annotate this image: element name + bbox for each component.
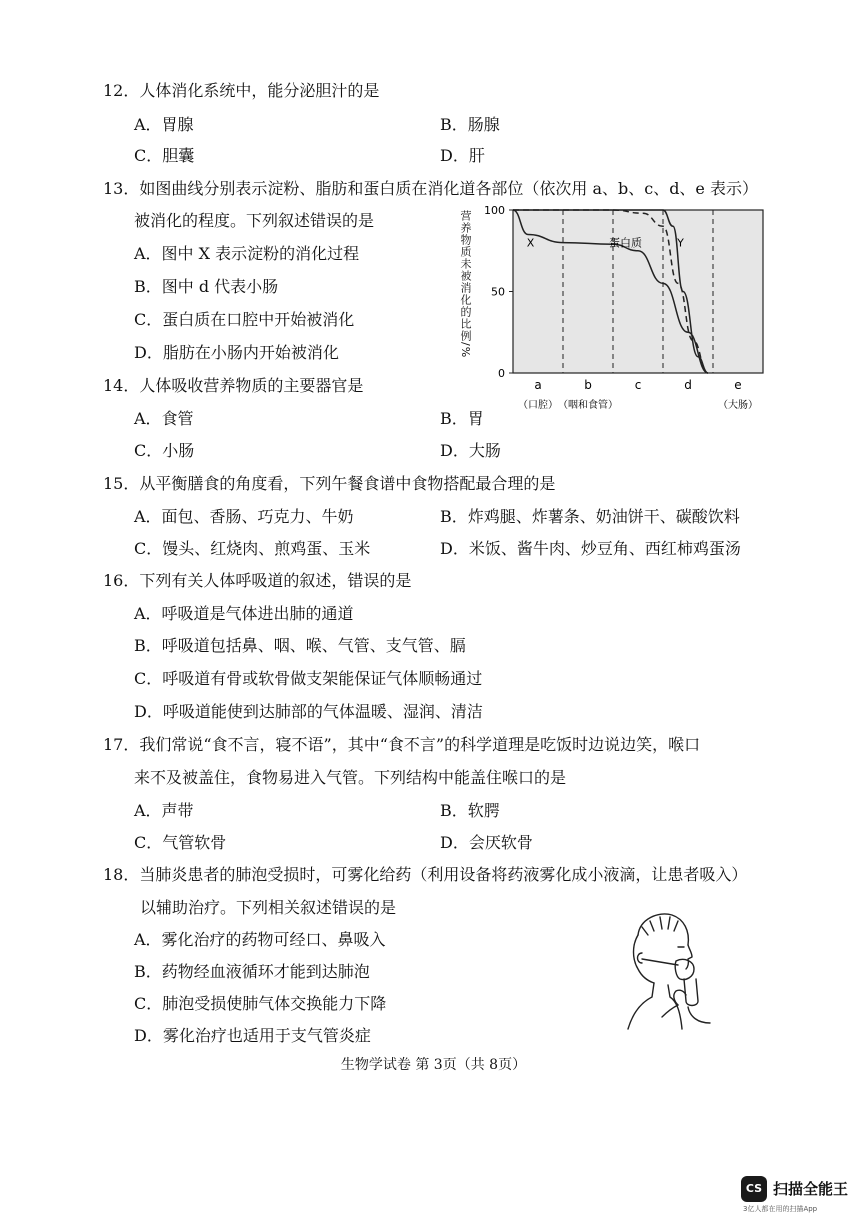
q13-option-b: B．图中 d 代表小肠 [134, 277, 279, 296]
q17-option-c: C．气管软骨 [134, 833, 227, 852]
y-tick-label: 0 [498, 367, 505, 380]
x-region-note: （咽和食管） [558, 400, 618, 411]
y-tick-label: 50 [491, 285, 505, 299]
y-tick-label: 100 [484, 204, 505, 217]
x-region-label: c [634, 378, 642, 392]
x-region-note: （大肠） [718, 400, 758, 411]
q13-stem-2: 被消化的程度。下列叙述错误的是 [134, 211, 375, 230]
q15-option-d: D．米饭、酱牛肉、炒豆角、西红柿鸡蛋汤 [440, 539, 741, 558]
x-region-label: a [534, 378, 542, 392]
x-region-label: d [684, 378, 692, 392]
q15-option-a: A．面包、香肠、巧克力、牛奶 [134, 507, 354, 526]
digestion-chart [455, 200, 775, 420]
q18-stem-1: 18．当肺炎患者的肺泡受损时，可雾化给药（利用设备将药液雾化成小液滴，让患者吸入） [103, 865, 748, 884]
q12-option-d: D．肝 [440, 146, 485, 165]
q16-option-c: C．呼吸道有骨或软骨做支架能保证气体顺畅通过 [134, 669, 483, 688]
q14-option-d: D．大肠 [440, 441, 501, 460]
q12-option-b: B．肠腺 [440, 115, 500, 134]
nebulizer-patient-illustration [598, 905, 728, 1035]
q18-option-a: A．雾化治疗的药物可经口、鼻吸入 [134, 930, 386, 949]
q15-stem: 15．从平衡膳食的角度看，下列午餐食谱中食物搭配最合理的是 [103, 474, 556, 493]
q18-option-d: D．雾化治疗也适用于支气管炎症 [134, 1026, 371, 1045]
q13-option-c: C．蛋白质在口腔中开始被消化 [134, 310, 355, 329]
chart-svg [455, 200, 775, 420]
q12-option-c: C．胆囊 [134, 146, 195, 165]
q13-option-d: D．脂肪在小肠内开始被消化 [134, 343, 339, 362]
scanner-brand: 扫描全能王 [773, 1180, 849, 1198]
plot-area [513, 210, 763, 373]
scanner-tagline: 3亿人都在用的扫描App [743, 1205, 818, 1213]
x-region-note: （口腔） [518, 400, 558, 411]
q14-option-c: C．小肠 [134, 441, 195, 460]
scanner-watermark [741, 1176, 851, 1216]
q13-stem-1: 13．如图曲线分别表示淀粉、脂肪和蛋白质在消化道各部位（依次用 a、b、c、d、e 表示） [103, 179, 758, 198]
x-region-label: b [584, 378, 592, 392]
q16-option-d: D．呼吸道能使到达肺部的气体温暖、湿润、清洁 [134, 702, 483, 721]
series-label: Y [677, 236, 684, 250]
series-label: X [526, 236, 535, 250]
q14-option-b: B．胃 [440, 409, 484, 428]
q14-option-a: A．食管 [134, 409, 194, 428]
q18-option-c: C．肺泡受损使肺气体交换能力下降 [134, 994, 387, 1013]
chart-y-axis-label: 营养物质未被消化的比例/% [459, 210, 472, 359]
page-footer: 生物学试卷 第 3页（共 8页） [340, 1057, 527, 1073]
q14-stem: 14．人体吸收营养物质的主要器官是 [103, 376, 364, 395]
q16-option-b: B．呼吸道包括鼻、咽、喉、气管、支气管、膈 [134, 636, 466, 655]
q12-stem: 12．人体消化系统中，能分泌胆汁的是 [103, 81, 380, 100]
q17-option-a: A．声带 [134, 801, 194, 820]
q17-option-b: B．软腭 [440, 801, 500, 820]
q18-option-b: B．药物经血液循环才能到达肺泡 [134, 962, 370, 981]
q15-option-b: B．炸鸡腿、炸薯条、奶油饼干、碳酸饮料 [440, 507, 740, 526]
series-label: 蛋白质 [609, 236, 642, 250]
q16-option-a: A．呼吸道是气体进出肺的通道 [134, 604, 354, 623]
q17-stem-1: 17．我们常说“食不言，寝不语”，其中“食不言”的科学道理是吃饭时边说边笑，喉口 [103, 735, 701, 754]
q16-stem: 16．下列有关人体呼吸道的叙述，错误的是 [103, 571, 412, 590]
q12-option-a: A．胃腺 [134, 115, 194, 134]
q17-stem-2: 来不及被盖住，食物易进入气管。下列结构中能盖住喉口的是 [134, 768, 567, 787]
x-region-label: e [734, 378, 742, 392]
scanner-logo: CS [741, 1176, 767, 1202]
q17-option-d: D．会厌软骨 [440, 833, 533, 852]
q15-option-c: C．馒头、红烧肉、煎鸡蛋、玉米 [134, 539, 371, 558]
q13-option-a: A．图中 X 表示淀粉的消化过程 [134, 244, 360, 263]
q18-stem-2: 以辅助治疗。下列相关叙述错误的是 [140, 898, 397, 917]
